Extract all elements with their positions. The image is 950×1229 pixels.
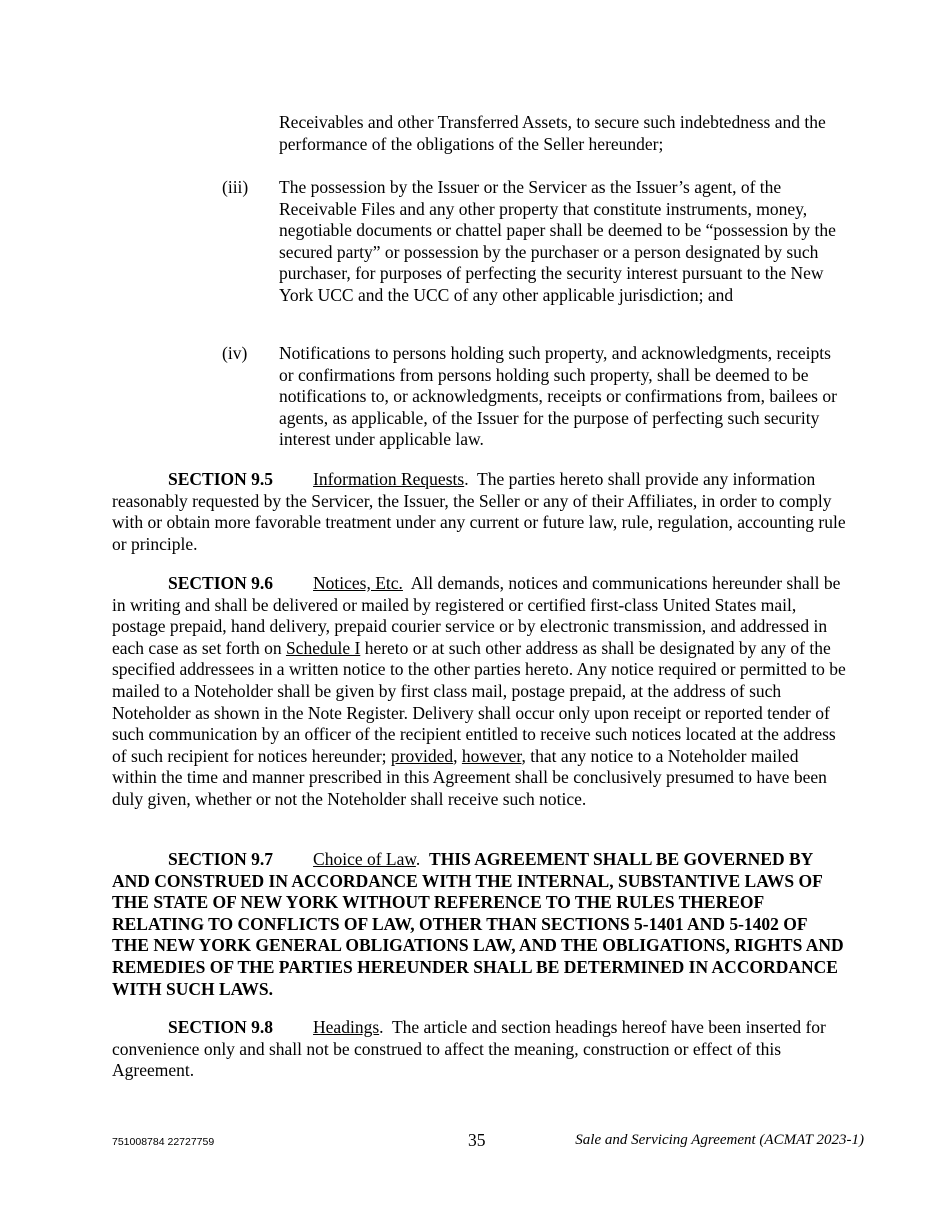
section-text-a: All demands, notices and communications hereunder shall be in writing and shall be delivered or mailed by registered or certified first-class United States mail, postage prepaid, hand delivery, prepaid courier service or by electronic transmission, and addressed in each case as set forth on [112, 573, 841, 658]
section-label: SECTION 9.6 [168, 573, 274, 593]
section-heading: Information Requests [313, 469, 465, 489]
page-number: 35 [468, 1130, 486, 1150]
section-9-5: SECTION 9.5 Information Requests. The parties hereto shall provide any information reasonably requested by the Servicer, the Issuer, the Seller or any of their Affiliates, in order to comply with or obtain more favorable treatment under any current or future law, rule, regulation, accounting rule or principle. [112, 469, 846, 554]
list-item-text: Notifications to persons holding such property, and acknowledgments, receipts or confirmations from persons holding such property, shall be deemed to be notifications to, or acknowledgments, receipts or confirmations from, bailees or agents, as applicable, of the Issuer for the purpose of perfecting such security interest under applicable law. [279, 343, 837, 450]
section-heading: Choice of Law [313, 849, 416, 869]
list-item-iii [222, 177, 844, 307]
list-item-number: (iv) [222, 343, 248, 363]
however-term: however [461, 745, 522, 766]
section-text-b: hereto or at such other address as shall be designated by any of the specified addressees in a written notice to the other parties hereto. Any notice required or permitted to be mailed to a Noteholder shall be given by first class mail, postage prepaid, at the address of such Noteholder as shown in the Note Register. Delivery shall occur only upon receipt or reported tender of such communication by an officer of the recipient entitled to receive such notices located at the address of such recipient for notices hereunder; [112, 637, 846, 766]
section-label: SECTION 9.7 [168, 849, 274, 869]
section-text: The parties hereto shall provide any information reasonably requested by the Servicer, the Issuer, the Seller or any of their Affiliates, in order to comply with or obtain more favorable treatment under any current or future law, rule, regulation, accounting rule or principle. [112, 469, 846, 554]
section-9-8: SECTION 9.8 Headings. The article and section headings hereof have been inserted for convenience only and shall not be construed to affect the meaning, construction or effect of this Agreement. [112, 1017, 826, 1081]
section-label: SECTION 9.8 [168, 1017, 274, 1037]
section-text: The article and section headings hereof have been inserted for convenience only and shall not be construed to affect the meaning, construction or effect of this Agreement. [112, 1017, 826, 1081]
section-9-6: SECTION 9.6 Notices, Etc. All demands, notices and communications hereunder shall be in writing and shall be delivered or mailed by registered or certified first-class United States mail, postage prepaid, hand delivery, prepaid courier service or by electronic transmission, and addressed in each case as set forth on Schedule I hereto or at such other address as shall be designated by any of the specified addressees in a written notice to the other parties hereto. Any notice required or permitted to be mailed to a Noteholder shall be given by first class mail, postage prepaid, at the address of such Noteholder as shown in the Note Register. Delivery shall occur only upon receipt or reported tender of such communication by an officer of the recipient entitled to receive such notices located at the address of such recipient for notices hereunder; provided, however, that any notice to a Noteholder mailed within the time and manner prescribed in this Agreement shall be conclusively presumed to have been duly given, whether or not the Noteholder shall receive such notice. [112, 573, 846, 809]
section-heading: Notices, Etc. [313, 573, 403, 593]
page-footer [112, 1130, 872, 1154]
section-label: SECTION 9.5 [168, 469, 274, 489]
continuation-paragraph: Receivables and other Transferred Assets, to secure such indebtedness and the performance of the obligations of the Seller hereunder; [279, 112, 826, 154]
provided-term: provided [390, 745, 454, 766]
section-heading: Headings [313, 1017, 380, 1037]
section-text: THIS AGREEMENT SHALL BE GOVERNED BY AND CONSTRUED IN ACCORDANCE WITH THE INTERNAL, SUBSTANTIVE LAWS OF THE STATE OF NEW YORK WITHOUT REFERENCE TO THE RULES THEREOF RELATING TO CONFLICTS OF LAW, OTHER THAN SECTIONS 5-1401 AND 5-1402 OF THE NEW YORK GENERAL OBLIGATIONS LAW, AND THE OBLIGATIONS, RIGHTS AND REMEDIES OF THE PARTIES HEREUNDER SHALL BE DETERMINED IN ACCORDANCE WITH SUCH LAWS. [112, 849, 844, 999]
document-title: Sale and Servicing Agreement (ACMAT 2023-1) [575, 1132, 864, 1148]
schedule-reference: Schedule I [285, 637, 361, 658]
section-text-c: that any notice to a Noteholder mailed within the time and manner prescribed in this Agreement shall be conclusively presumed to have been duly given, whether or not the Noteholder shall receive such notice. [112, 745, 827, 809]
list-item-text: The possession by the Issuer or the Servicer as the Issuer’s agent, of the Receivable Files and any other property that constitute instruments, money, negotiable documents or chattel paper shall be deemed to be “possession by the secured party” or possession by the purchaser or a person designated by such purchaser, for purposes of perfecting the security interest pursuant to the New York UCC and the UCC of any other applicable jurisdiction; and [279, 177, 836, 305]
list-item-number: (iii) [222, 177, 249, 197]
section-9-7: SECTION 9.7 Choice of Law. THIS AGREEMENT SHALL BE GOVERNED BY AND CONSTRUED IN ACCORDANCE WITH THE INTERNAL, SUBSTANTIVE LAWS OF THE STATE OF NEW YORK WITHOUT REFERENCE TO THE RULES THEREOF RELATING TO CONFLICTS OF LAW, OTHER THAN SECTIONS 5-1401 AND 5-1402 OF THE NEW YORK GENERAL OBLIGATIONS LAW, AND THE OBLIGATIONS, RIGHTS AND REMEDIES OF THE PARTIES HEREUNDER SHALL BE DETERMINED IN ACCORDANCE WITH SUCH LAWS. [112, 849, 844, 999]
list-item-iv [222, 343, 844, 451]
document-id: 751008784 22727759 [112, 1136, 215, 1148]
